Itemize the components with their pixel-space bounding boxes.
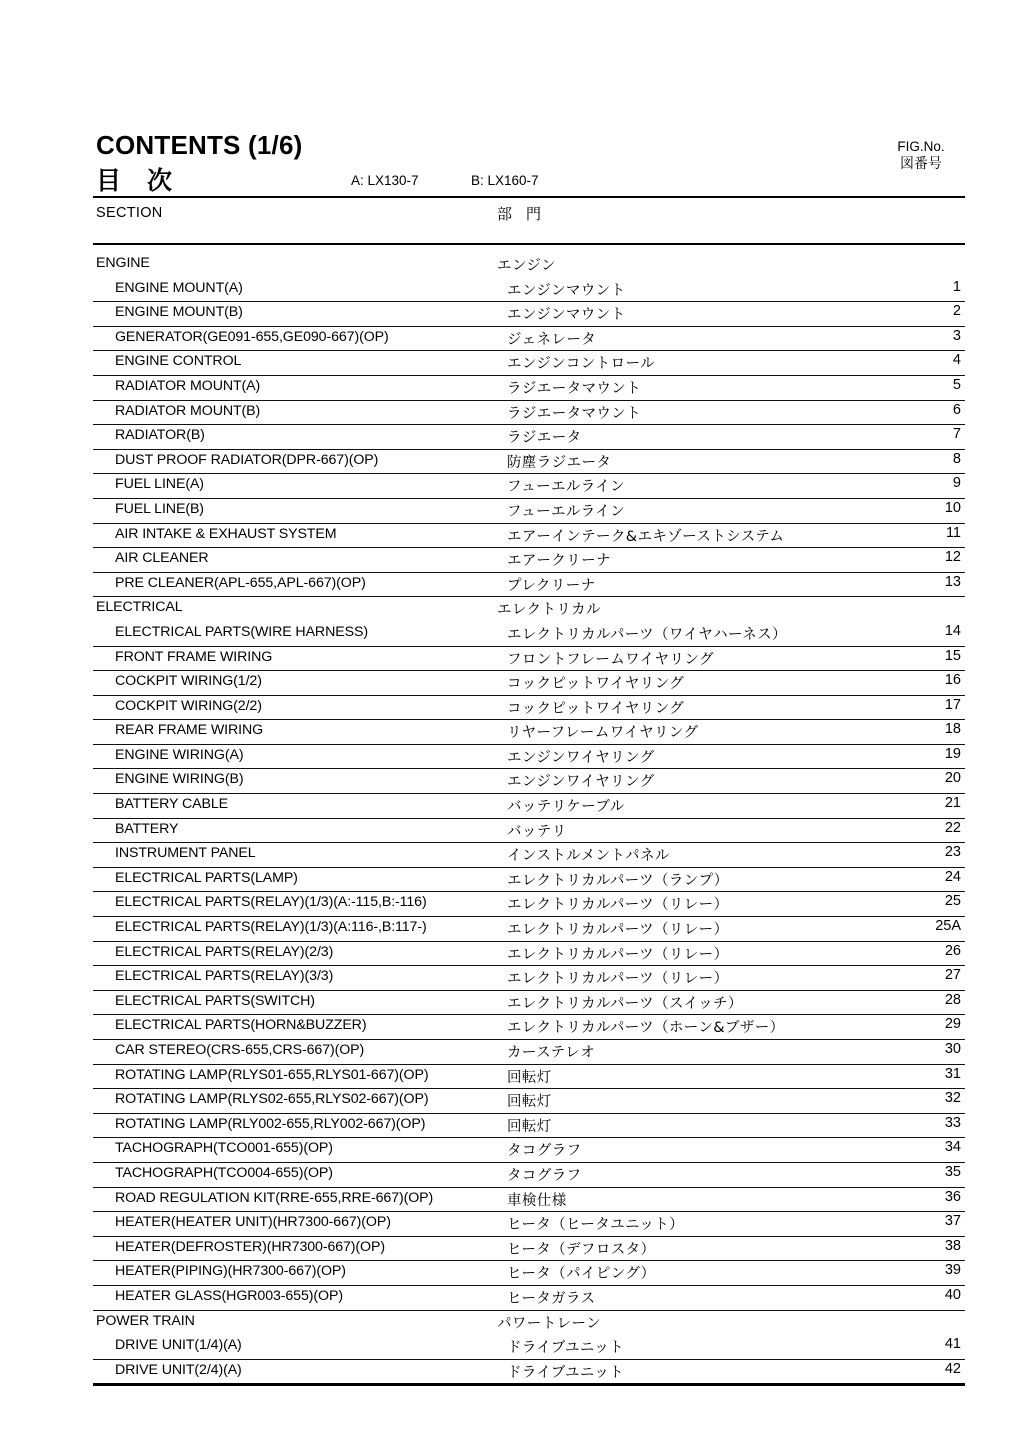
toc-entry-fig-no: 41 [907, 1336, 961, 1352]
toc-entry-title-en: ELECTRICAL PARTS(LAMP) [115, 870, 303, 886]
toc-entry-title-en: HEATER(PIPING)(HR7300-667)(OP) [115, 1263, 351, 1279]
toc-entry-row [93, 1163, 965, 1188]
leader-line [93, 1260, 965, 1261]
toc-entry-title-en: HEATER GLASS(HGR003-655)(OP) [115, 1288, 348, 1304]
leader-line [93, 400, 965, 401]
toc-entry-row [93, 917, 965, 942]
page-title-japanese: 目次 [96, 166, 199, 196]
toc-entry-title-jp: エンジンコントロール [507, 352, 660, 373]
toc-entry-row [93, 376, 965, 401]
toc-entry-row [93, 794, 965, 819]
toc-entry-fig-no: 29 [907, 1016, 961, 1032]
toc-entry-title-jp: ドライブユニット [507, 1361, 629, 1382]
toc-entry-row [93, 1360, 965, 1385]
leader-line [93, 473, 965, 474]
section-column-header: SECTION [96, 205, 163, 221]
toc-entry-title-jp: バッテリ [507, 820, 572, 841]
toc-section-row [93, 1311, 965, 1336]
toc-entry-title-en: ENGINE WIRING(A) [115, 747, 248, 763]
leader-line [93, 867, 965, 868]
toc-entry-title-en: TACHOGRAPH(TCO004-655)(OP) [115, 1165, 338, 1181]
toc-entry-title-jp: ヒータ（パイピング） [507, 1262, 661, 1283]
toc-entry-title-en: ELECTRICAL PARTS(WIRE HARNESS) [115, 624, 373, 640]
toc-entry-row [93, 696, 965, 721]
toc-entry-title-jp: 回転灯 [507, 1115, 557, 1136]
toc-entry-row [93, 1089, 965, 1114]
toc-entry-fig-no: 2 [907, 303, 961, 319]
toc-entry-title-jp: ヒータガラス [507, 1287, 600, 1308]
model-code-a: A: LX130-7 [351, 173, 419, 189]
toc-entry-row [93, 1335, 965, 1360]
page-title: CONTENTS (1/6) [96, 130, 303, 160]
toc-entry-title-en: CAR STEREO(CRS-655,CRS-667)(OP) [115, 1042, 369, 1058]
toc-entry-fig-no: 4 [907, 352, 961, 368]
toc-entry-fig-no: 12 [907, 549, 961, 565]
toc-entry-title-en: ENGINE MOUNT(B) [115, 304, 248, 320]
toc-entry-title-en: ENGINE MOUNT(A) [115, 280, 248, 296]
toc-entry-title-jp: 回転灯 [507, 1066, 557, 1087]
leader-line [93, 424, 965, 425]
toc-entry-title-en: ELECTRICAL PARTS(RELAY)(3/3) [115, 968, 338, 984]
toc-entry-title-jp: ラジエータ [507, 426, 587, 447]
toc-entry-fig-no: 20 [907, 770, 961, 786]
toc-entry-title-jp: エアークリーナ [507, 549, 616, 570]
toc-entry-title-jp: 車検仕様 [507, 1189, 572, 1210]
toc-entry-title-en: ENGINE WIRING(B) [115, 771, 248, 787]
toc-entry-row [93, 524, 965, 549]
leader-line [93, 695, 965, 696]
leader-line [93, 449, 965, 450]
toc-entry-title-jp: エンジンマウント [507, 303, 630, 324]
leader-line [93, 1088, 965, 1089]
toc-entry-fig-no: 35 [907, 1164, 961, 1180]
toc-entry-title-en: TACHOGRAPH(TCO001-655)(OP) [115, 1140, 338, 1156]
toc-entry-title-en: COCKPIT WIRING(2/2) [115, 698, 267, 714]
toc-entry-title-jp: エアーインテーク&エキゾーストシステム [507, 525, 789, 546]
section-column-header-jp: 部門 [497, 205, 556, 223]
toc-entry-title-en: FRONT FRAME WIRING [115, 649, 277, 665]
leader-line [93, 547, 965, 548]
toc-entry-row [93, 351, 965, 376]
toc-entry-fig-no: 24 [907, 869, 961, 885]
fig-no-label-en: FIG.No. [897, 139, 945, 155]
toc-entry-fig-no: 30 [907, 1041, 961, 1057]
toc-entry-fig-no: 37 [907, 1213, 961, 1229]
toc-entry-fig-no: 15 [907, 648, 961, 664]
leader-line [93, 818, 965, 819]
toc-entry-fig-no: 39 [907, 1262, 961, 1278]
header-rule-bottom [93, 243, 965, 245]
table-rule-bottom [93, 1383, 965, 1386]
leader-line [93, 941, 965, 942]
toc-section-row [93, 597, 965, 622]
fig-no-column-header [876, 139, 966, 173]
toc-entry-title-jp: タコグラフ [507, 1139, 587, 1160]
toc-entry-row [93, 991, 965, 1016]
toc-entry-title-jp: プレクリーナ [507, 574, 601, 595]
toc-entry-title-en: ELECTRICAL PARTS(RELAY)(2/3) [115, 944, 338, 960]
toc-entry-fig-no: 5 [907, 377, 961, 393]
leader-line [93, 498, 965, 499]
toc-entry-title-jp: ラジエータマウント [507, 377, 646, 398]
toc-entry-title-jp: エンジンマウント [507, 279, 630, 300]
leader-line [93, 1359, 965, 1360]
toc-entry-fig-no: 21 [907, 795, 961, 811]
toc-entry-title-en: HEATER(DEFROSTER)(HR7300-667)(OP) [115, 1239, 390, 1255]
fig-no-label-jp: 図番号 [900, 156, 942, 173]
leader-line [93, 375, 965, 376]
leader-line [93, 1039, 965, 1040]
leader-line [93, 1236, 965, 1237]
toc-entry-fig-no: 18 [907, 721, 961, 737]
toc-entry-fig-no: 33 [907, 1115, 961, 1131]
toc-entry-fig-no: 26 [907, 943, 961, 959]
toc-entry-title-en: RADIATOR MOUNT(A) [115, 378, 265, 394]
toc-entry-fig-no: 22 [907, 820, 961, 836]
toc-entry-row [93, 1261, 965, 1286]
toc-entry-row [93, 966, 965, 991]
toc-entry-title-jp: コックピットワイヤリング [507, 672, 689, 693]
toc-entry-title-jp: カーステレオ [507, 1041, 600, 1062]
header-rule-top [93, 196, 965, 198]
toc-entry-row [93, 1188, 965, 1213]
toc-entry-title-en: REAR FRAME WIRING [115, 722, 268, 738]
toc-entry-fig-no: 7 [907, 426, 961, 442]
leader-line [93, 891, 965, 892]
leader-line [93, 744, 965, 745]
leader-line [93, 1285, 965, 1286]
leader-line [93, 1137, 965, 1138]
toc-entry-fig-no: 13 [907, 574, 961, 590]
leader-line [93, 1014, 965, 1015]
toc-entry-fig-no: 31 [907, 1066, 961, 1082]
toc-entry-row [93, 302, 965, 327]
toc-entry-title-en: FUEL LINE(A) [115, 476, 209, 492]
toc-section-row [93, 253, 965, 278]
toc-entry-title-jp: 防塵ラジエータ [507, 451, 616, 472]
toc-entry-title-jp: エレクトリカルパーツ（リレー） [507, 893, 733, 914]
leader-line [93, 842, 965, 843]
toc-entry-fig-no: 28 [907, 992, 961, 1008]
toc-entry-fig-no: 42 [907, 1361, 961, 1377]
toc-entry-title-en: ENGINE [96, 255, 155, 271]
toc-entry-row [93, 474, 965, 499]
toc-entry-row [93, 942, 965, 967]
leader-line [93, 719, 965, 720]
toc-entry-title-en: AIR CLEANER [115, 550, 214, 566]
toc-entry-row [93, 1138, 965, 1163]
toc-entry-title-jp: 回転灯 [507, 1090, 557, 1111]
toc-entry-fig-no: 34 [907, 1139, 961, 1155]
toc-entry-fig-no: 1 [907, 279, 961, 295]
toc-entry-title-en: DRIVE UNIT(2/4)(A) [115, 1362, 247, 1378]
leader-line [93, 523, 965, 524]
toc-entry-title-jp: コックピットワイヤリング [507, 697, 689, 718]
toc-entry-title-en: BATTERY CABLE [115, 796, 233, 812]
document-header [96, 130, 966, 196]
toc-entry-title-en: ELECTRICAL PARTS(SWITCH) [115, 993, 320, 1009]
toc-entry-title-jp: パワートレーン [497, 1312, 606, 1333]
toc-entry-title-en: HEATER(HEATER UNIT)(HR7300-667)(OP) [115, 1214, 396, 1230]
toc-entry-title-en: INSTRUMENT PANEL [115, 845, 261, 861]
toc-entry-title-jp: エレクトリカルパーツ（ホーン&ブザー） [507, 1016, 790, 1037]
toc-entry-row [93, 1237, 965, 1262]
toc-entry-title-jp: フューエルライン [507, 475, 630, 496]
toc-entry-title-jp: ヒータ（デフロスタ） [507, 1238, 660, 1259]
toc-entry-title-en: ENGINE CONTROL [115, 353, 246, 369]
toc-entry-title-en: ELECTRICAL PARTS(RELAY)(1/3)(A:116-,B:117-) [115, 919, 432, 935]
leader-line [93, 301, 965, 302]
leader-line [93, 670, 965, 671]
leader-line [93, 768, 965, 769]
toc-entry-title-en: GENERATOR(GE091-655,GE090-667)(OP) [115, 329, 394, 345]
toc-entry-title-en: PRE CLEANER(APL-655,APL-667)(OP) [115, 575, 371, 591]
toc-entry-fig-no: 32 [907, 1090, 961, 1106]
toc-entry-title-en: ELECTRICAL PARTS(RELAY)(1/3)(A:-115,B:-116) [115, 894, 432, 910]
toc-entry-title-jp: フロントフレームワイヤリング [507, 648, 719, 669]
toc-entry-title-en: RADIATOR(B) [115, 427, 210, 443]
toc-entry-fig-no: 6 [907, 402, 961, 418]
leader-line [93, 596, 965, 597]
toc-entry-fig-no: 23 [907, 844, 961, 860]
leader-line [93, 1211, 965, 1212]
toc-entry-title-jp: エレクトリカルパーツ（リレー） [507, 943, 733, 964]
toc-entry-row [93, 1286, 965, 1311]
toc-entry-row [93, 548, 965, 573]
toc-entry-row [93, 720, 965, 745]
toc-entry-fig-no: 9 [907, 475, 961, 491]
toc-entry-title-en: ELECTRICAL [96, 599, 188, 615]
leader-line [93, 793, 965, 794]
toc-entry-fig-no: 25A [907, 918, 961, 934]
toc-entry-title-jp: エレクトリカルパーツ（リレー） [507, 918, 733, 939]
toc-entry-title-en: DRIVE UNIT(1/4)(A) [115, 1337, 247, 1353]
toc-entry-title-jp: ドライブユニット [507, 1336, 629, 1357]
toc-entry-row [93, 671, 965, 696]
toc-entry-title-jp: エンジンワイヤリング [507, 746, 660, 767]
toc-entry-row [93, 499, 965, 524]
toc-entry-title-jp: バッテリケーブル [507, 795, 630, 816]
toc-entry-title-en: POWER TRAIN [96, 1313, 200, 1329]
toc-entry-row [93, 769, 965, 794]
toc-entry-row [93, 868, 965, 893]
toc-entry-row [93, 573, 965, 598]
leader-line [93, 990, 965, 991]
toc-entry-fig-no: 36 [907, 1189, 961, 1205]
toc-entry-title-en: DUST PROOF RADIATOR(DPR-667)(OP) [115, 452, 383, 468]
toc-entry-title-en: AIR INTAKE & EXHAUST SYSTEM [115, 526, 341, 542]
toc-entry-row [93, 327, 965, 352]
toc-entry-title-jp: ヒータ（ヒータユニット） [507, 1213, 689, 1234]
toc-entry-title-en: ELECTRICAL PARTS(HORN&BUZZER) [115, 1017, 371, 1033]
toc-entry-row [93, 745, 965, 770]
leader-line [93, 1187, 965, 1188]
toc-entry-title-jp: エレクトリカル [497, 598, 606, 619]
toc-entry-row [93, 1015, 965, 1040]
toc-entry-row [93, 278, 965, 303]
toc-entry-title-jp: エンジンワイヤリング [507, 770, 660, 791]
toc-entry-fig-no: 11 [907, 525, 961, 541]
toc-entry-row [93, 843, 965, 868]
leader-line [93, 1064, 965, 1065]
toc-entry-row [93, 401, 965, 426]
toc-entry-title-jp: エンジン [497, 254, 561, 275]
table-of-contents [93, 253, 965, 1384]
toc-entry-title-jp: タコグラフ [507, 1164, 587, 1185]
toc-entry-title-en: ROAD REGULATION KIT(RRE-655,RRE-667)(OP) [115, 1190, 438, 1206]
toc-entry-row [93, 1040, 965, 1065]
toc-entry-title-jp: エレクトリカルパーツ（ランプ） [507, 869, 734, 890]
toc-entry-fig-no: 14 [907, 623, 961, 639]
toc-entry-fig-no: 40 [907, 1287, 961, 1303]
leader-line [93, 350, 965, 351]
toc-entry-title-jp: エレクトリカルパーツ（スイッチ） [507, 992, 748, 1013]
leader-line [93, 1113, 965, 1114]
model-code-b: B: LX160-7 [471, 173, 539, 189]
toc-entry-row [93, 1212, 965, 1237]
toc-entry-title-en: FUEL LINE(B) [115, 501, 209, 517]
toc-entry-title-jp: リヤーフレームワイヤリング [507, 721, 703, 742]
toc-entry-fig-no: 10 [907, 500, 961, 516]
toc-entry-row [93, 425, 965, 450]
toc-entry-row [93, 819, 965, 844]
leader-line [93, 916, 965, 917]
leader-line [93, 965, 965, 966]
toc-entry-row [93, 892, 965, 917]
leader-line [93, 1310, 965, 1311]
leader-line [93, 646, 965, 647]
toc-entry-title-jp: エレクトリカルパーツ（リレー） [507, 967, 733, 988]
toc-entry-title-jp: フューエルライン [507, 500, 630, 521]
toc-entry-row [93, 622, 965, 647]
toc-entry-fig-no: 27 [907, 967, 961, 983]
leader-line [93, 1162, 965, 1163]
toc-entry-title-jp: エレクトリカルパーツ（ワイヤハーネス） [507, 623, 792, 644]
leader-line [93, 326, 965, 327]
toc-entry-row [93, 647, 965, 672]
leader-line [93, 572, 965, 573]
toc-entry-row [93, 450, 965, 475]
toc-entry-fig-no: 16 [907, 672, 961, 688]
toc-entry-fig-no: 17 [907, 697, 961, 713]
toc-entry-row [93, 1065, 965, 1090]
toc-entry-title-en: RADIATOR MOUNT(B) [115, 403, 265, 419]
toc-entry-fig-no: 19 [907, 746, 961, 762]
toc-entry-title-jp: インストルメントパネル [507, 844, 675, 865]
toc-entry-title-en: ROTATING LAMP(RLYS02-655,RLYS02-667)(OP) [115, 1091, 433, 1107]
toc-entry-title-en: ROTATING LAMP(RLYS01-655,RLYS01-667)(OP) [115, 1067, 433, 1083]
toc-entry-fig-no: 8 [907, 451, 961, 467]
toc-entry-title-jp: ラジエータマウント [507, 402, 646, 423]
toc-entry-fig-no: 38 [907, 1238, 961, 1254]
toc-entry-title-en: ROTATING LAMP(RLY002-655,RLY002-667)(OP) [115, 1116, 430, 1132]
toc-entry-fig-no: 25 [907, 893, 961, 909]
toc-entry-fig-no: 3 [907, 328, 961, 344]
toc-entry-title-jp: ジェネレータ [507, 328, 601, 349]
toc-entry-title-en: COCKPIT WIRING(1/2) [115, 673, 267, 689]
toc-entry-row [93, 1114, 965, 1139]
toc-entry-title-en: BATTERY [115, 821, 183, 837]
